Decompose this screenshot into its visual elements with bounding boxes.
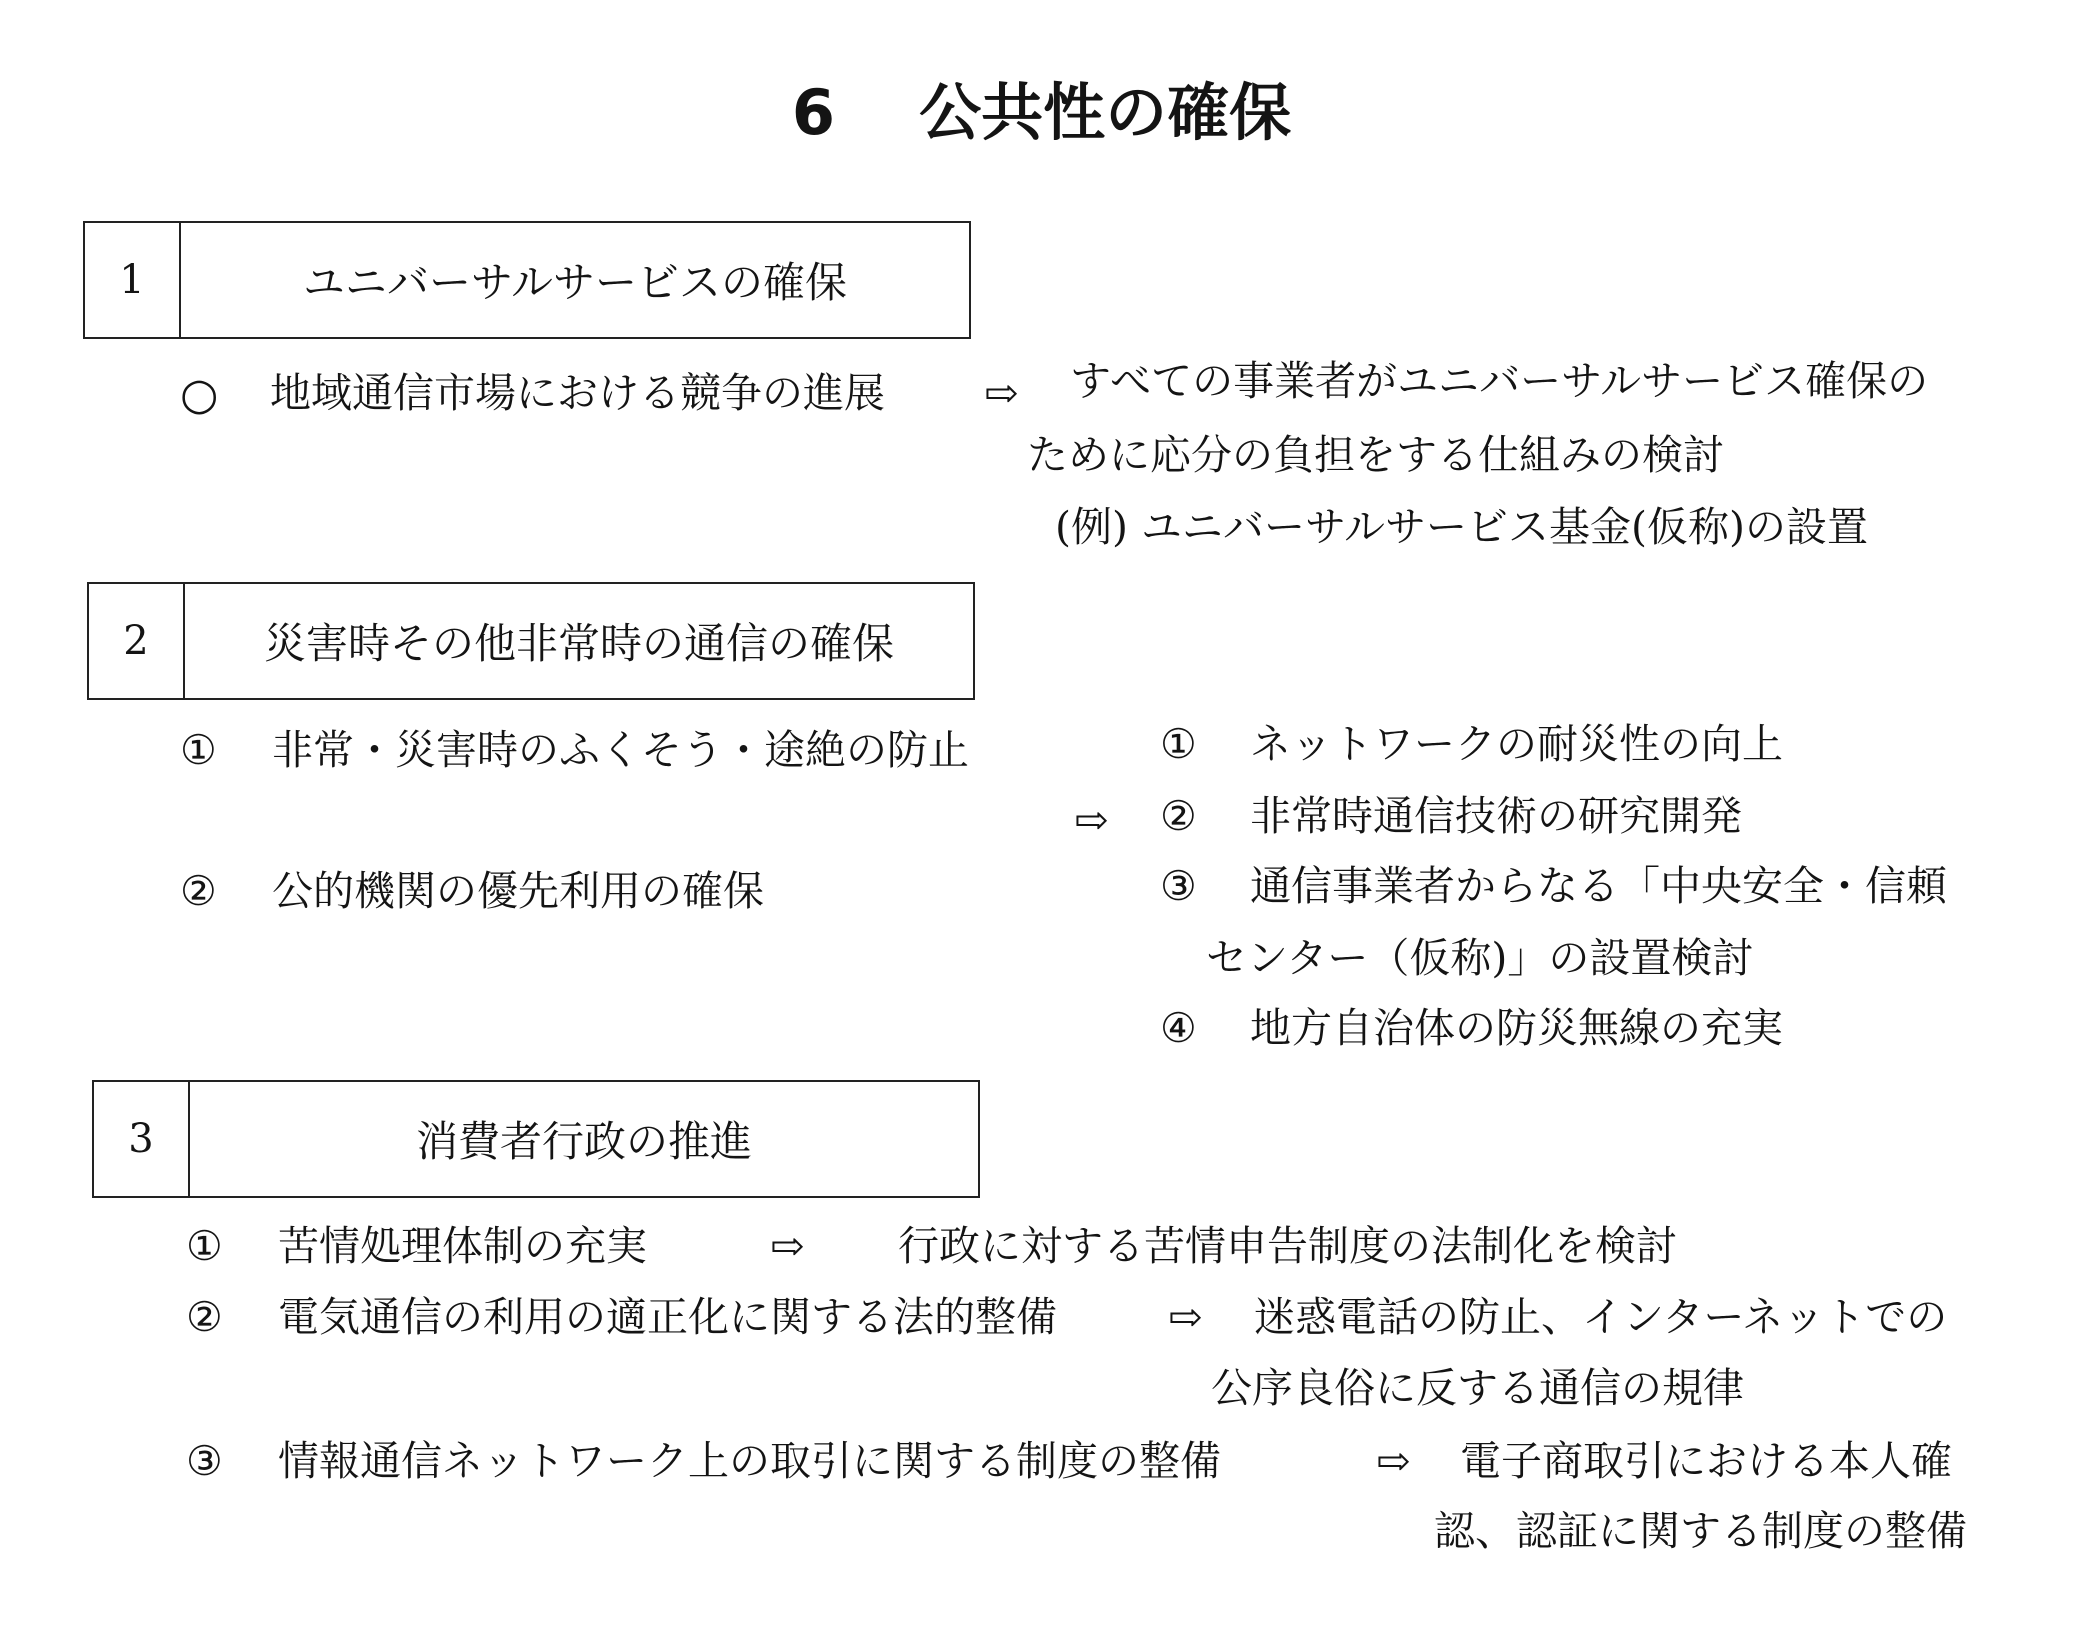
section-3-item-2-result-continuation: 公序良俗に反する通信の規律 xyxy=(1211,1364,1744,1412)
section-3-item-2-text: 電気通信の利用の適正化に関する法的整備 xyxy=(278,1293,1057,1341)
section-3-item-2-marker: ② xyxy=(186,1293,223,1341)
section-3-header xyxy=(92,1080,980,1198)
section-3-item-3-marker: ③ xyxy=(186,1437,223,1485)
page-title-text: 公共性の確保 xyxy=(919,76,1292,149)
section-3-item-2-result: 迷惑電話の防止、インターネットでの xyxy=(1254,1293,1948,1341)
section-2-item-1-text: 非常・災害時のふくそう・途絶の防止 xyxy=(272,726,969,774)
section-1-arrow: ⇨ xyxy=(984,369,1019,417)
page-title-number: 6 xyxy=(791,76,836,149)
section-3-item-1-text: 苦情処理体制の充実 xyxy=(278,1222,647,1270)
section-2-item-2-text: 公的機関の優先利用の確保 xyxy=(272,867,764,915)
section-2-title: 災害時その他非常時の通信の確保 xyxy=(263,619,894,668)
section-3-item-1-arrow: ⇨ xyxy=(770,1222,805,1270)
section-2-measure-4-marker: ④ xyxy=(1160,1004,1197,1052)
section-2-header xyxy=(87,582,975,700)
section-1-result-line-1: すべての事業者がユニバーサルサービス確保の xyxy=(1070,357,1929,405)
section-3-item-3-result: 電子商取引における本人確 xyxy=(1460,1437,1952,1485)
section-3-item-3-text: 情報通信ネットワーク上の取引に関する制度の整備 xyxy=(278,1437,1221,1485)
section-2-measure-2-marker: ② xyxy=(1160,792,1197,840)
section-1-header xyxy=(83,221,971,339)
section-2-item-1-marker: ① xyxy=(180,726,217,774)
page-title xyxy=(0,76,2083,149)
section-1-bullet: ○ xyxy=(180,369,219,420)
section-2-measure-3-marker: ③ xyxy=(1160,862,1197,910)
section-3-item-3-arrow: ⇨ xyxy=(1376,1437,1411,1485)
section-2-measure-1-text: ネットワークの耐災性の向上 xyxy=(1250,720,1783,768)
section-2-measure-4-text: 地方自治体の防災無線の充実 xyxy=(1250,1004,1783,1052)
section-2-measure-3-continuation: センター（仮称)」の設置検討 xyxy=(1206,934,1754,982)
section-2-arrow: ⇨ xyxy=(1074,796,1109,844)
section-3-item-2-arrow: ⇨ xyxy=(1168,1293,1203,1341)
section-2-number: 2 xyxy=(89,584,185,698)
section-1-item: 地域通信市場における競争の進展 xyxy=(270,369,885,417)
section-3-item-1-result: 行政に対する苦情申告制度の法制化を検討 xyxy=(898,1222,1677,1270)
section-1-title: ユニバーサルサービスの確保 xyxy=(303,258,847,307)
section-3-item-3-result-continuation: 認、認証に関する制度の整備 xyxy=(1434,1507,1967,1555)
section-1-result-line-3: (例) ユニバーサルサービス基金(仮称)の設置 xyxy=(1055,503,1868,551)
section-3-number: 3 xyxy=(94,1082,190,1196)
section-1-result-line-2: ために応分の負担をする仕組みの検討 xyxy=(1027,431,1724,479)
section-3-item-1-marker: ① xyxy=(186,1222,223,1270)
section-2-measure-1-marker: ① xyxy=(1160,720,1197,768)
section-2-item-2-marker: ② xyxy=(180,867,217,915)
section-2-measure-3-text: 通信事業者からなる「中央安全・信頼 xyxy=(1250,862,1947,910)
section-1-number: 1 xyxy=(85,223,181,337)
section-2-measure-2-text: 非常時通信技術の研究開発 xyxy=(1250,792,1742,840)
section-3-title: 消費者行政の推進 xyxy=(415,1117,752,1166)
